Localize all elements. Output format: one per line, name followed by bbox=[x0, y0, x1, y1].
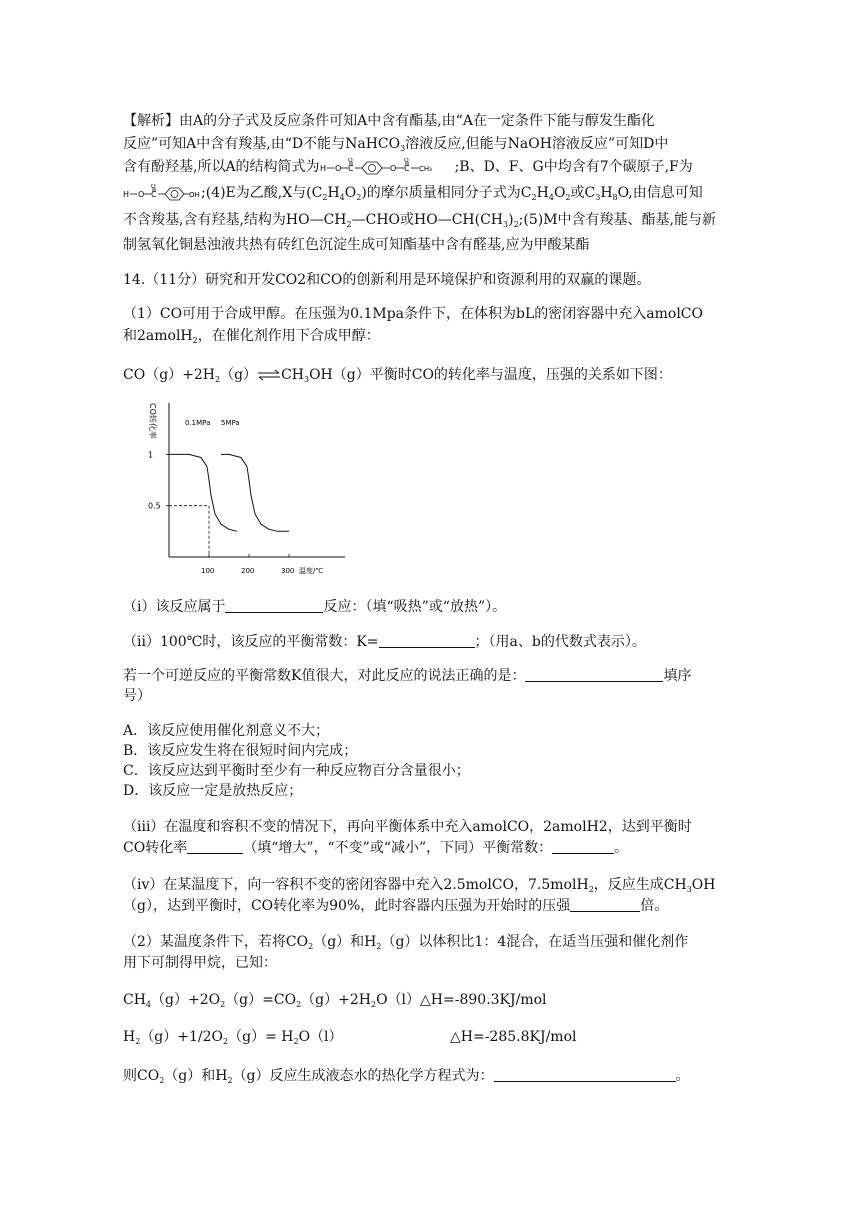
thermo-equation-1 bbox=[123, 991, 743, 1014]
question-text: CH bbox=[281, 367, 304, 383]
question-text: 则CO bbox=[123, 1068, 160, 1084]
question-text: （2）某温度条件下，若将CO bbox=[123, 934, 309, 950]
dashed-guide-line bbox=[169, 506, 209, 557]
analysis-text: 【解析】由A的分子式及反应条件可知A中含有酯基,由“A在一定条件下能与醇发生酯化 bbox=[123, 113, 655, 129]
analysis-text: )的摩尔质量相同分子式为C bbox=[361, 185, 532, 201]
svg-text:H: H bbox=[123, 190, 130, 199]
question-text: （g）+2H bbox=[301, 992, 371, 1008]
question-text: CO转化率 bbox=[123, 840, 188, 856]
question-text: △H=-285.8KJ/mol bbox=[450, 1029, 577, 1045]
y-tick-label: 0.5 bbox=[148, 501, 161, 511]
series-label-0: 0.1MPa bbox=[185, 419, 211, 427]
analysis-text: —CHO或HO—CH(CH bbox=[351, 212, 503, 228]
question-text: 若一个可逆反应的平衡常数K值很大，对此反应的说法正确的是： bbox=[123, 668, 526, 684]
question-text: 14.（11分）研究和开发CO2和CO的创新利用是环境保护和资源利用的双赢的课题。 bbox=[123, 272, 651, 288]
analysis-text: 反应”可知A中含有羧基,由“D不能与NaHCO bbox=[123, 136, 401, 152]
option-text: B．该反应发生将在很短时间内完成； bbox=[123, 743, 358, 759]
subscript: 4 bbox=[548, 193, 554, 202]
subscript: 2 bbox=[322, 193, 328, 202]
option-c bbox=[123, 762, 743, 780]
analysis-text: ) bbox=[508, 212, 514, 228]
question-i bbox=[123, 598, 743, 616]
subscript: 2 bbox=[135, 1037, 141, 1046]
subscript: 4 bbox=[339, 193, 345, 202]
subscript: 2 bbox=[346, 220, 352, 229]
question-text: 和2amolH bbox=[123, 328, 193, 344]
subscript: 2 bbox=[293, 1037, 299, 1046]
subscript: 2 bbox=[588, 885, 594, 894]
subscript: 2 bbox=[356, 193, 362, 202]
question-title bbox=[123, 271, 743, 289]
svg-text:O: O bbox=[403, 158, 409, 164]
part1-line-1 bbox=[123, 305, 743, 323]
question-text: ，在催化剂作用下合成甲醇： bbox=[197, 328, 380, 344]
analysis-line-5 bbox=[123, 211, 743, 234]
question-iv-line-2 bbox=[123, 897, 743, 915]
x-tick-label: 200 bbox=[241, 567, 255, 575]
question-text: 。 bbox=[675, 1068, 690, 1084]
question-text: 填序 bbox=[663, 668, 692, 684]
series-label-1: 5MPa bbox=[221, 419, 240, 427]
subscript: 2 bbox=[376, 942, 382, 951]
svg-text:H: H bbox=[319, 164, 326, 173]
question-text: OH（g）平衡时CO的转化率与温度，压强的关系如下图： bbox=[309, 367, 672, 383]
subscript: 3 bbox=[400, 144, 406, 153]
question-iv-line-1 bbox=[123, 876, 743, 899]
svg-text:O: O bbox=[347, 158, 353, 164]
analysis-line-4 bbox=[123, 184, 743, 207]
structure-a-image bbox=[320, 158, 455, 176]
question-text: 。 bbox=[614, 840, 629, 856]
question-text: CH bbox=[123, 992, 146, 1008]
option-text: A．该反应使用催化剂意义不大； bbox=[123, 723, 330, 739]
series-line-0 bbox=[169, 454, 237, 531]
option-a bbox=[123, 722, 743, 740]
question-text: （g）+2O bbox=[151, 992, 221, 1008]
question-text: H bbox=[123, 1029, 136, 1045]
analysis-line-3 bbox=[123, 158, 743, 176]
part1-line-2 bbox=[123, 327, 743, 350]
answer-blank-iii-a[interactable] bbox=[187, 840, 243, 854]
analysis-text: ;(5)M中含有羧基、酯基,能与新 bbox=[518, 212, 716, 228]
subscript: 2 bbox=[296, 1000, 302, 1009]
subscript: 2 bbox=[220, 1000, 226, 1009]
structure-f-image bbox=[123, 184, 201, 202]
equilibrium-arrow-icon bbox=[257, 369, 281, 381]
subscript: 2 bbox=[531, 193, 537, 202]
subscript: 2 bbox=[192, 336, 198, 345]
answer-blank-final[interactable] bbox=[494, 1068, 676, 1082]
part2-line-1 bbox=[123, 933, 743, 956]
answer-blank-i[interactable] bbox=[225, 599, 323, 613]
option-b bbox=[123, 742, 743, 760]
question-k-line-1 bbox=[123, 667, 743, 685]
analysis-text: 或C bbox=[570, 185, 596, 201]
svg-text:C: C bbox=[151, 190, 157, 199]
analysis-text: 制氢氧化铜悬浊液共热有砖红色沉淀生成可知酯基中含有醛基,应为甲酸某酯 bbox=[123, 237, 590, 253]
question-text: （g） bbox=[220, 367, 258, 383]
question-text: OH bbox=[691, 877, 716, 893]
subscript: 4 bbox=[145, 1000, 152, 1009]
question-text: （ii）100℃时，该反应的平衡常数：K= bbox=[123, 634, 379, 650]
subscript: 2 bbox=[308, 942, 314, 951]
final-question bbox=[123, 1067, 743, 1090]
analysis-text: 不含羧基,含有羟基,结构为HO—CH bbox=[123, 212, 347, 228]
analysis-text: 含有酚羟基,所以A的结构简式为 bbox=[123, 159, 320, 175]
question-text: 用下可制得甲烷，已知： bbox=[123, 955, 277, 971]
answer-blank-k[interactable] bbox=[525, 668, 663, 682]
question-text: O（l）△H=-890.3KJ/mol bbox=[376, 992, 547, 1008]
subscript: 3 bbox=[503, 220, 509, 229]
analysis-text: H bbox=[327, 185, 340, 201]
subscript: 3 bbox=[686, 885, 692, 894]
question-text: （g）和H bbox=[313, 934, 377, 950]
svg-text:O: O bbox=[138, 190, 145, 199]
part2-line-2 bbox=[123, 954, 743, 972]
question-text: （填“增大”，“不变”或“减小”，下同）平衡常数： bbox=[243, 840, 553, 856]
question-text: （g）和H bbox=[164, 1068, 228, 1084]
question-text: 倍。 bbox=[640, 898, 669, 914]
subscript: 3 bbox=[303, 375, 310, 384]
question-iii-line-1 bbox=[123, 818, 743, 836]
svg-text:C: C bbox=[403, 164, 410, 173]
question-k-line-2 bbox=[123, 687, 743, 705]
question-text: 号） bbox=[123, 688, 151, 704]
subscript: 2 bbox=[223, 1037, 229, 1046]
question-text: O（l） bbox=[298, 1029, 343, 1045]
subscript: 3 bbox=[595, 193, 601, 202]
analysis-line-2 bbox=[123, 135, 743, 158]
analysis-text: O bbox=[553, 185, 566, 201]
thermo-equation-2 bbox=[123, 1028, 743, 1051]
question-text: （g）反应生成液态水的热化学方程式为： bbox=[232, 1068, 494, 1084]
option-text: C．该反应达到平衡时至少有一种反应物百分含量很小； bbox=[123, 763, 470, 779]
answer-blank-iv[interactable] bbox=[570, 898, 640, 912]
answer-blank-iii-b[interactable] bbox=[552, 840, 614, 854]
subscript: 2 bbox=[159, 1076, 165, 1085]
x-tick-label: 100 bbox=[201, 567, 215, 575]
question-text: 反应：（填“吸热”或“放热”）。 bbox=[323, 599, 507, 615]
x-tick-label: 300 bbox=[281, 567, 295, 575]
question-text: CO（g）+2H bbox=[123, 367, 215, 383]
question-text: ，反应生成CH bbox=[593, 877, 687, 893]
subscript: 2 bbox=[370, 1000, 377, 1009]
analysis-text: H bbox=[600, 185, 613, 201]
question-text: （i）该反应属于 bbox=[123, 599, 226, 615]
svg-text:O: O bbox=[334, 164, 341, 173]
reaction-equation bbox=[123, 366, 743, 389]
question-text: （iii）在温度和容积不变的情况下，再向平衡体系中充入amolCO，2amolH2，达到平衡时 bbox=[123, 819, 692, 835]
svg-text:OH: OH bbox=[189, 191, 200, 199]
question-text: （g）+1/2O bbox=[140, 1029, 224, 1045]
subscript: 8 bbox=[612, 193, 618, 202]
question-text: ；（用a、b的代数式表示）。 bbox=[474, 634, 646, 650]
conversion-chart bbox=[140, 395, 350, 580]
subscript: 2 bbox=[565, 193, 571, 202]
y-tick-label: 1 bbox=[148, 450, 154, 460]
analysis-text: O,由信息可知 bbox=[617, 185, 703, 201]
question-text: （1）CO可用于合成甲醇。在压强为0.1Mpa条件下，在体积为bL的密闭容器中充入amolCO bbox=[123, 306, 703, 322]
analysis-line-6 bbox=[123, 236, 743, 254]
question-text: （g）= H bbox=[228, 1029, 294, 1045]
svg-text:CH₃: CH₃ bbox=[418, 165, 432, 173]
answer-blank-ii[interactable] bbox=[379, 634, 475, 648]
analysis-text: O bbox=[344, 185, 357, 201]
subscript: 2 bbox=[227, 1076, 233, 1085]
subscript: 2 bbox=[513, 220, 519, 229]
y-axis-label: CO转化率 bbox=[148, 403, 157, 439]
x-axis-label: 温度/℃ bbox=[299, 567, 324, 575]
svg-text:O: O bbox=[151, 184, 156, 190]
question-text: （iv）在某温度下，向一容积不变的密闭容器中充入2.5molCO，7.5molH bbox=[123, 877, 589, 893]
analysis-text: ;(4)E为乙酸,X与(C bbox=[201, 185, 323, 201]
question-ii bbox=[123, 633, 743, 651]
option-text: D．该反应一定是放热反应； bbox=[123, 783, 303, 799]
svg-text:O: O bbox=[389, 164, 396, 173]
analysis-line-1 bbox=[123, 112, 743, 130]
svg-text:C: C bbox=[347, 164, 354, 173]
analysis-text: ;B、D、F、G中均含有7个碳原子,F为 bbox=[454, 159, 693, 175]
subscript: 2 bbox=[215, 375, 221, 384]
question-text: （g）以体积比1：4混合，在适当压强和催化剂作 bbox=[381, 934, 689, 950]
analysis-text: 溶液反应,但能与NaOH溶液反应”可知D中 bbox=[405, 136, 669, 152]
analysis-text: H bbox=[536, 185, 549, 201]
question-iii-line-2 bbox=[123, 839, 743, 857]
option-d bbox=[123, 782, 743, 800]
question-text: （g）=CO bbox=[225, 992, 297, 1008]
question-text: （g），达到平衡时，CO转化率为90%，此时容器内压强为开始时的压强 bbox=[123, 898, 571, 914]
series-line-1 bbox=[221, 454, 289, 531]
